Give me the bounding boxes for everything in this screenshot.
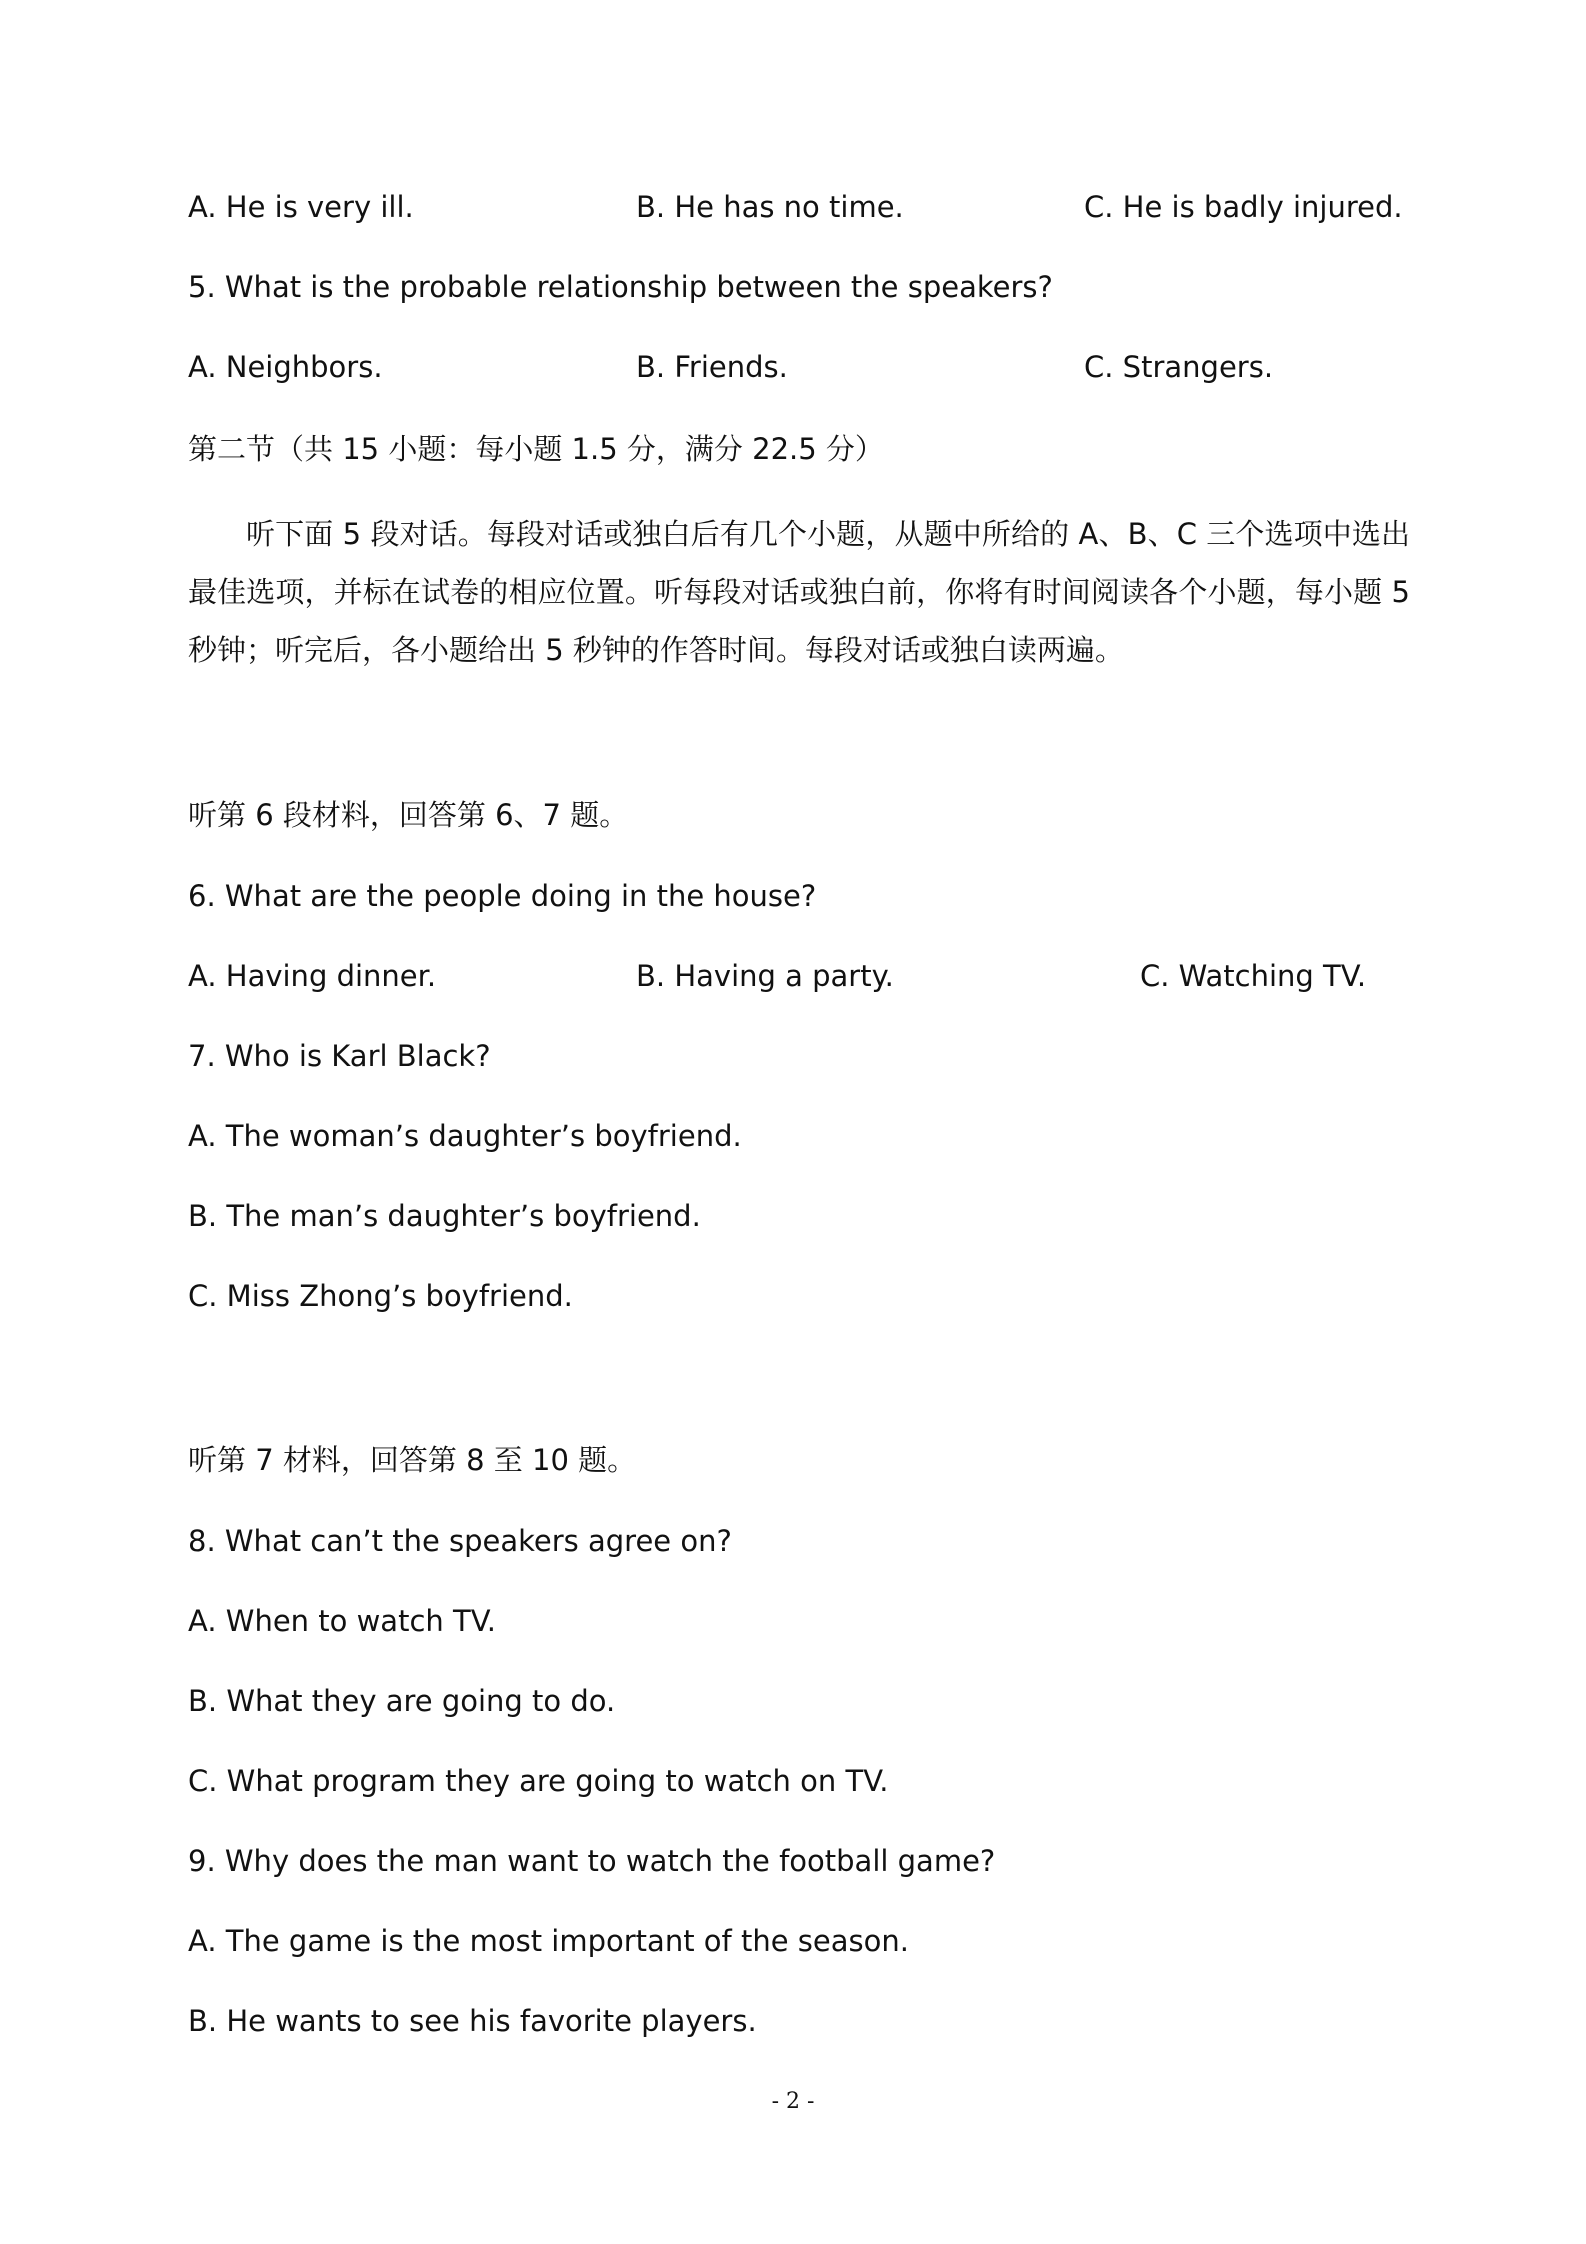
q4-option-b: B. He has no time. — [636, 190, 904, 224]
q8-option-b: B. What they are going to do. — [188, 1684, 616, 1718]
q4-option-c: C. He is badly injured. — [1084, 190, 1403, 224]
section2-heading: 第二节（共 15 小题：每小题 1.5 分，满分 22.5 分） — [188, 432, 884, 466]
material6-heading: 听第 6 段材料，回答第 6、7 题。 — [188, 798, 629, 832]
q9-option-a: A. The game is the most important of the season. — [188, 1924, 909, 1958]
page-number: - 2 - — [771, 2089, 815, 2114]
q4-option-a: A. He is very ill. — [188, 190, 414, 224]
q8-question: 8. What can’t the speakers agree on? — [188, 1524, 732, 1558]
q6-question: 6. What are the people doing in the house? — [188, 879, 817, 913]
q9-option-b: B. He wants to see his favorite players. — [188, 2004, 757, 2038]
material7-heading: 听第 7 材料，回答第 8 至 10 题。 — [188, 1443, 637, 1477]
q7-option-c: C. Miss Zhong’s boyfriend. — [188, 1279, 573, 1313]
q7-option-a: A. The woman’s daughter’s boyfriend. — [188, 1119, 742, 1153]
q8-option-c: C. What program they are going to watch on TV. — [188, 1764, 889, 1798]
q8-option-a: A. When to watch TV. — [188, 1604, 497, 1638]
q9-question: 9. Why does the man want to watch the football game? — [188, 1844, 996, 1878]
q7-question: 7. Who is Karl Black? — [188, 1039, 491, 1073]
q6-option-b: B. Having a party. — [636, 959, 894, 993]
q5-option-c: C. Strangers. — [1084, 350, 1274, 384]
q5-question: 5. What is the probable relationship between the speakers? — [188, 270, 1053, 304]
q6-option-a: A. Having dinner. — [188, 959, 437, 993]
section2-instructions: 听下面 5 段对话。每段对话或独白后有几个小题，从题中所给的 A、B、C 三个选项中选出最佳选项，并标在试卷的相应位置。听每段对话或独白前，你将有时间阅读各个小题，每小题 5 秒钟；听完后，各小题给出 5 秒钟的作答时间。每段对话或独白读两遍。 — [188, 517, 1410, 667]
q5-option-a: A. Neighbors. — [188, 350, 383, 384]
q7-option-b: B. The man’s daughter’s boyfriend. — [188, 1199, 701, 1233]
q6-option-c: C. Watching TV. — [1140, 959, 1367, 993]
q5-option-b: B. Friends. — [636, 350, 788, 384]
